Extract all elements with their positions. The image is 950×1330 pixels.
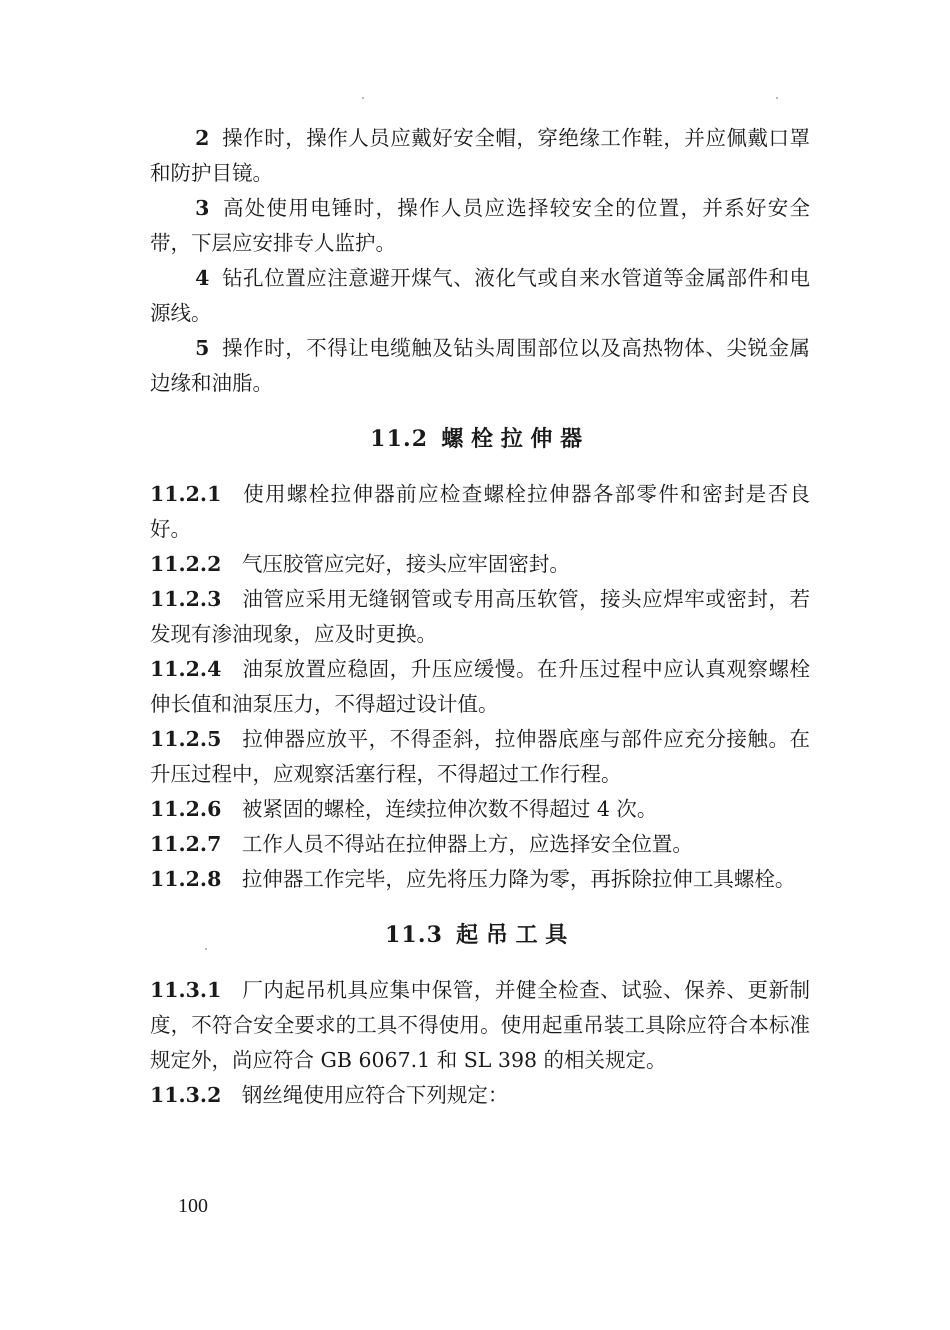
clause-number: 11.2.7 xyxy=(150,832,222,856)
section-heading-11-3 xyxy=(150,915,810,955)
item-text: 操作时，不得让电缆触及钻头周围部位以及高热物体、尖锐金属边缘和油脂。 xyxy=(150,336,810,395)
clause-number: 11.2.8 xyxy=(150,867,222,891)
scan-speck xyxy=(776,97,778,99)
list-item xyxy=(150,121,810,191)
item-text: 钻孔位置应注意避开煤气、液化气或自来水管道等金属部件和电源线。 xyxy=(150,266,810,325)
clause-text: 使用螺栓拉伸器前应检查螺栓拉伸器各部零件和密封是否良好。 xyxy=(150,482,810,541)
clause xyxy=(150,792,810,827)
clause-number: 11.2.1 xyxy=(150,482,222,506)
clause xyxy=(150,582,810,652)
clause xyxy=(150,1078,810,1113)
clause-text: 拉伸器工作完毕，应先将压力降为零，再拆除拉伸工具螺栓。 xyxy=(241,867,796,891)
clause xyxy=(150,722,810,792)
page-content xyxy=(150,121,810,1113)
clause-number: 11.2.6 xyxy=(150,797,222,821)
clause-number: 11.2.4 xyxy=(150,657,222,681)
clause xyxy=(150,973,810,1078)
clause-text: 工作人员不得站在拉伸器上方，应选择安全位置。 xyxy=(241,832,693,856)
item-number: 3 xyxy=(195,196,210,220)
list-item xyxy=(150,261,810,331)
item-number: 5 xyxy=(195,336,210,360)
clause xyxy=(150,862,810,897)
clause-text: 钢丝绳使用应符合下列规定： xyxy=(241,1083,509,1107)
section-title: 起吊工具 xyxy=(456,922,575,948)
page-number: 100 xyxy=(178,1195,208,1217)
clause-number: 11.2.2 xyxy=(150,552,222,576)
scan-speck xyxy=(362,97,364,99)
list-item xyxy=(150,191,810,261)
clause-text: 厂内起吊机具应集中保管，并健全检查、试验、保养、更新制度，不符合安全要求的工具不得使用。使用起重吊装工具除应符合本标准规定外，尚应符合 GB 6067.1 和 SL 398 的相关规定。 xyxy=(150,978,810,1072)
item-number: 4 xyxy=(195,266,210,290)
list-item xyxy=(150,331,810,401)
clause-text: 气压胶管应完好，接头应牢固密封。 xyxy=(241,552,570,576)
clause xyxy=(150,547,810,582)
clause xyxy=(150,827,810,862)
section-heading-11-2 xyxy=(150,419,810,459)
clause-text: 油泵放置应稳固，升压应缓慢。在升压过程中应认真观察螺栓伸长值和油泵压力，不得超过设计值。 xyxy=(150,657,810,716)
clause-number: 11.2.3 xyxy=(150,587,222,611)
item-text: 操作时，操作人员应戴好安全帽，穿绝缘工作鞋，并应佩戴口罩和防护目镜。 xyxy=(150,126,810,185)
clause xyxy=(150,652,810,722)
clause-number: 11.3.2 xyxy=(150,1083,222,1107)
item-number: 2 xyxy=(195,126,210,150)
clause-number: 11.3.1 xyxy=(150,978,222,1002)
clause-text: 被紧固的螺栓，连续拉伸次数不得超过 4 次。 xyxy=(241,797,658,821)
section-number: 11.2 xyxy=(370,426,429,452)
clause xyxy=(150,477,810,547)
clause-number: 11.2.5 xyxy=(150,727,222,751)
section-title: 螺栓拉伸器 xyxy=(441,426,590,452)
clause-text: 油管应采用无缝钢管或专用高压软管，接头应焊牢或密封，若发现有渗油现象，应及时更换。 xyxy=(150,587,810,646)
item-text: 高处使用电锤时，操作人员应选择较安全的位置，并系好安全带，下层应安排专人监护。 xyxy=(150,196,810,255)
clause-text: 拉伸器应放平，不得歪斜，拉伸器底座与部件应充分接触。在升压过程中，应观察活塞行程，不得超过工作行程。 xyxy=(150,727,810,786)
section-number: 11.3 xyxy=(385,922,443,948)
